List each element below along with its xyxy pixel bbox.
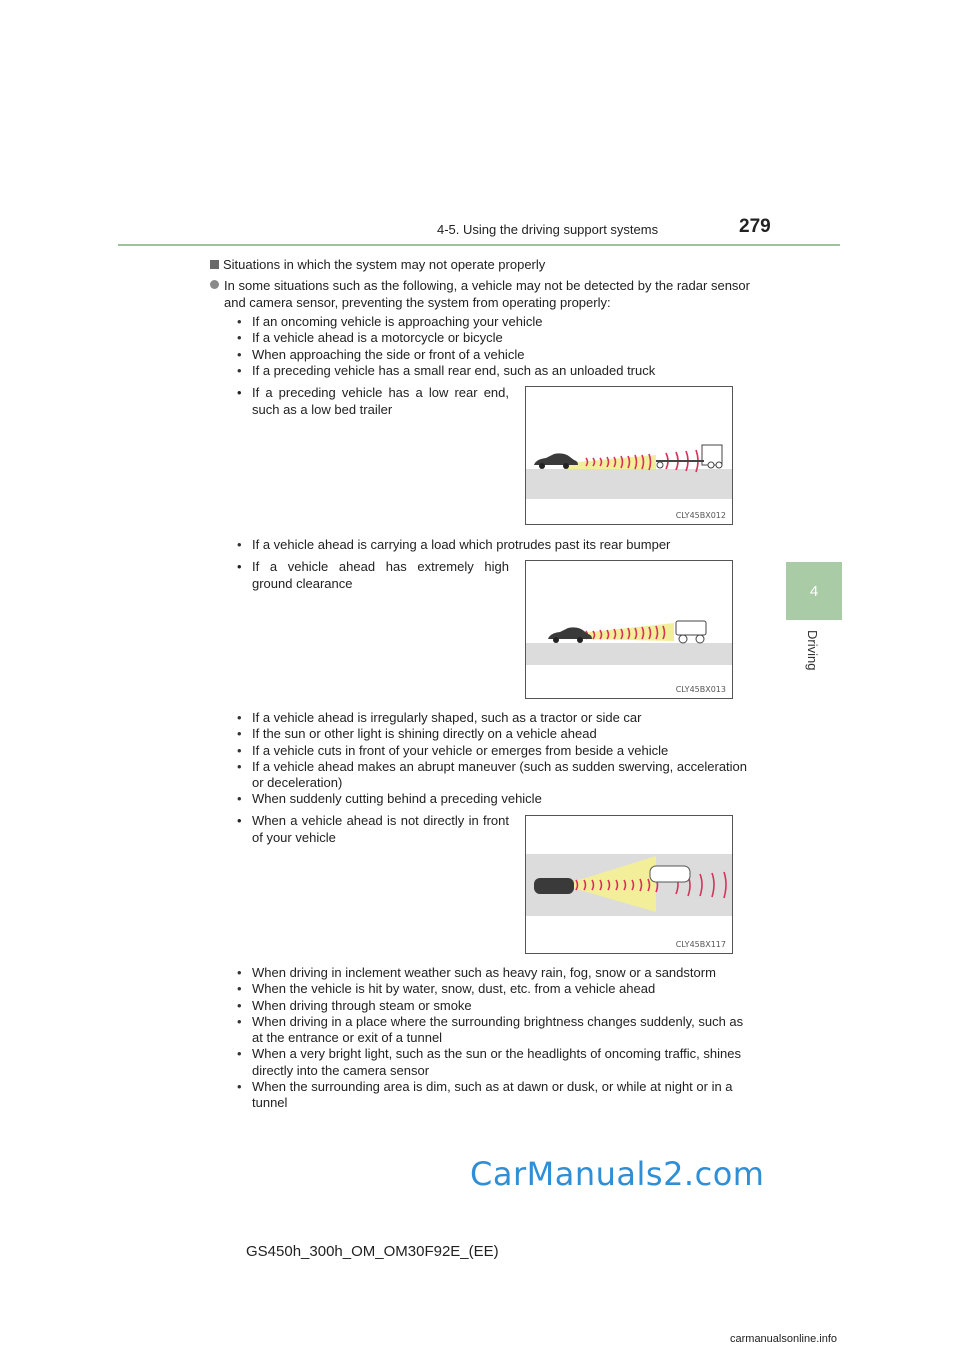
figure2-caption-text: • If a vehicle ahead has extremely high ground clearance <box>237 558 509 592</box>
figure-high-clearance <box>525 560 733 699</box>
list-item: • When driving in inclement weather such as heavy rain, fog, snow or a sandstorm <box>237 965 749 981</box>
section-heading <box>210 257 545 272</box>
list-item: • If a preceding vehicle has a small rear end, such as an unloaded truck <box>237 363 749 379</box>
figure1-id: CLY45BX012 <box>675 511 726 520</box>
sedan-icon <box>548 627 592 643</box>
list-item: • When the surrounding area is dim, such as at dawn or dusk, or while at night or in a tunnel <box>237 1079 749 1112</box>
situation-list-1 <box>237 314 749 379</box>
figure2-id: CLY45BX013 <box>675 685 726 694</box>
list-item: • When driving through steam or smoke <box>237 998 749 1014</box>
list-item: • If the sun or other light is shining directly on a vehicle ahead <box>237 726 749 742</box>
situation-list-2 <box>237 537 749 553</box>
figure3-caption-text: • When a vehicle ahead is not directly in front of your vehicle <box>237 812 509 846</box>
list-item: • When driving in a place where the surrounding brightness changes suddenly, such as at the entrance or exit of a tunnel <box>237 1014 749 1047</box>
figure3-caption <box>237 812 509 846</box>
list-item: • If an oncoming vehicle is approaching your vehicle <box>237 314 749 330</box>
watermark-logo: CarManuals2.com <box>470 1155 765 1193</box>
top-down-car-icon <box>534 878 574 894</box>
chapter-label-text: Driving <box>805 630 820 671</box>
square-bullet-icon <box>210 260 219 269</box>
list-item: • When suddenly cutting behind a preceding vehicle <box>237 791 749 807</box>
figure2-caption <box>237 558 509 592</box>
list-item: • When a very bright light, such as the sun or the headlights of oncoming traffic, shines directly into the camera sensor <box>237 1046 749 1079</box>
list-item: • If a vehicle ahead is carrying a load which protrudes past its rear bumper <box>237 537 749 553</box>
section-heading-text: Situations in which the system may not operate properly <box>223 257 546 272</box>
low-bed-trailer-illustration <box>526 387 732 524</box>
figure1-caption <box>237 384 509 418</box>
suv-icon <box>676 621 706 643</box>
list-item: • If a vehicle ahead makes an abrupt maneuver (such as sudden swerving, acceleration or deceleration) <box>237 759 749 792</box>
figure1-caption-text: • If a preceding vehicle has a low rear end, such as a low bed trailer <box>237 384 509 418</box>
intro-paragraph <box>224 277 750 311</box>
list-item: • If a vehicle ahead is irregularly shaped, such as a tractor or side car <box>237 710 749 726</box>
list-item: • If a vehicle cuts in front of your vehicle or emerges from beside a vehicle <box>237 743 749 759</box>
chapter-label <box>804 622 824 682</box>
high-clearance-illustration <box>526 561 732 698</box>
situation-list-3 <box>237 710 749 808</box>
figure-low-bed-trailer <box>525 386 733 525</box>
figure-offset-vehicle <box>525 815 733 954</box>
intro-text: In some situations such as the following, a vehicle may not be detected by the radar sensor and camera sensor, preventing the system from operating properly: <box>224 278 750 310</box>
watermark-url: carmanualsonline.info <box>730 1333 838 1345</box>
top-down-car-outline-icon <box>650 866 690 882</box>
footer-doc-id: GS450h_300h_OM_OM30F92E_(EE) <box>246 1243 499 1260</box>
list-item: • If a vehicle ahead is a motorcycle or bicycle <box>237 330 749 346</box>
figure3-id: CLY45BX117 <box>675 940 726 949</box>
chapter-tab <box>786 562 842 620</box>
list-item: • When approaching the side or front of a vehicle <box>237 347 749 363</box>
offset-vehicle-illustration <box>526 816 732 953</box>
list-item: • When the vehicle is hit by water, snow, dust, etc. from a vehicle ahead <box>237 981 749 997</box>
chapter-number: 4 <box>809 582 819 600</box>
header-section-title: 4-5. Using the driving support systems <box>437 222 659 237</box>
page-number: 279 <box>739 216 771 237</box>
situation-list-4 <box>237 965 749 1112</box>
truck-icon <box>656 445 722 468</box>
circle-bullet-icon <box>210 280 219 289</box>
header-divider <box>118 244 840 246</box>
